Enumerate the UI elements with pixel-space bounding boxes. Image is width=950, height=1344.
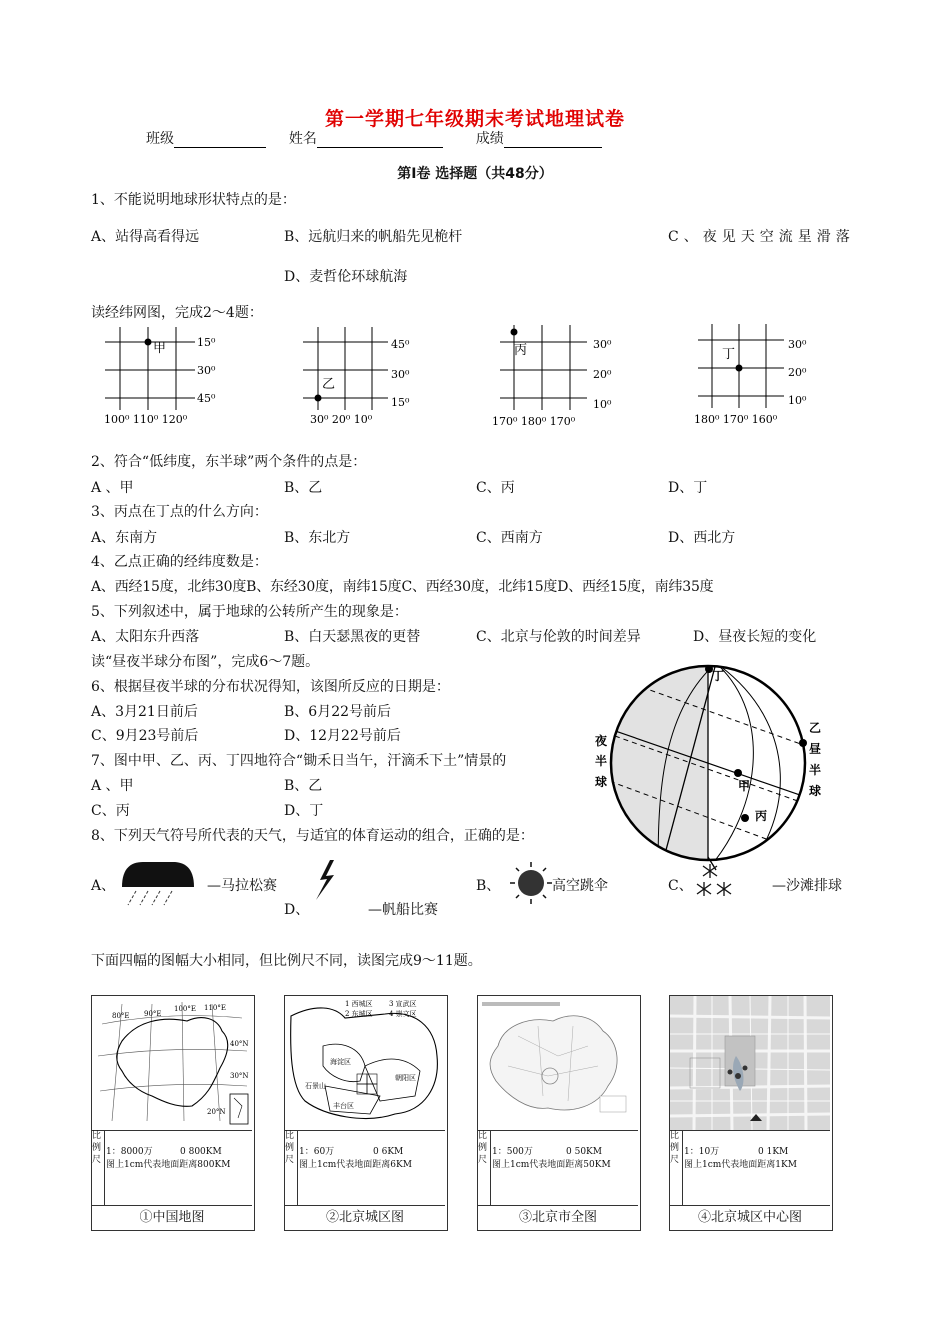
scale-label: 比 (285, 1131, 295, 1141)
q7-option-b[interactable]: B、乙 (284, 778, 323, 794)
q8-stem: 8、下列天气符号所代表的天气，与适宜的体育运动的组合，正确的是： (91, 828, 534, 844)
page-title: 第一学期七年级期末考试地理试卷 (324, 108, 625, 130)
district-legend: 3 宣武区 (389, 1000, 417, 1008)
china-map-tick: 90°E (144, 1010, 162, 1018)
lat-label: 10⁰ (788, 394, 807, 407)
scale-label: 比 (478, 1131, 488, 1141)
snow-icon (694, 860, 738, 900)
scale-text: 图上1cm代表地面距离50KM (492, 1160, 611, 1170)
scale-number: 1：10万 (684, 1147, 720, 1157)
lat-label: 30⁰ (593, 338, 612, 351)
point-yi (315, 395, 322, 402)
district-label: 海淀区 (330, 1058, 351, 1066)
q2-option-a[interactable]: A 、甲 (91, 480, 134, 496)
map-caption: ③北京市全图 (478, 1205, 638, 1230)
q8-b-prefix[interactable]: B、 (476, 878, 501, 894)
class-label: 班级 (146, 131, 174, 147)
q1-stem: 1、不能说明地球形状特点的是： (91, 192, 296, 208)
q7-option-c[interactable]: C、丙 (91, 803, 130, 819)
scale-label: 比 (92, 1131, 102, 1141)
map-caption: ②北京城区图 (285, 1205, 445, 1230)
point-bing (741, 814, 749, 822)
map-panel-china (91, 995, 255, 1231)
q2-stem: 2、符合“低纬度，东半球”两个条件的点是： (91, 454, 367, 470)
q2-option-d[interactable]: D、丁 (668, 480, 708, 496)
lat-label: 20⁰ (788, 366, 807, 379)
china-map-tick: 110°E (204, 1004, 226, 1012)
lon-labels: 100⁰ 110⁰ 120⁰ (104, 413, 188, 426)
night-label: 夜 (595, 734, 608, 748)
q3-option-d[interactable]: D、西北方 (668, 530, 736, 546)
scale-bar: 0 6KM (373, 1147, 404, 1157)
q3-option-b[interactable]: B、东北方 (284, 530, 351, 546)
scale-label: 尺 (478, 1155, 488, 1165)
china-map-tick: 20°N (207, 1108, 226, 1116)
scale-bar: 0 800KM (180, 1147, 222, 1157)
q6-option-d[interactable]: D、12月22号前后 (284, 728, 401, 744)
point-jia (734, 769, 742, 777)
lat-lon-grid-2 (300, 322, 440, 432)
yi-label: 乙 (809, 721, 822, 735)
scale-label: 例 (285, 1143, 295, 1153)
sunny-icon (505, 860, 555, 906)
q5-option-a[interactable]: A、太阳东升西落 (91, 629, 200, 645)
q8-a-text[interactable]: —马拉松赛 (207, 878, 277, 894)
china-map-tick: 100°E (174, 1005, 196, 1013)
map-panel-beijing-full (477, 995, 641, 1231)
q5-option-d[interactable]: D、昼夜长短的变化 (693, 629, 817, 645)
night-label: 半 (595, 754, 608, 768)
scale-label: 尺 (670, 1155, 680, 1165)
district-legend: 4 崇文区 (389, 1010, 417, 1018)
q3-stem: 3、丙点在丁点的什么方向： (91, 504, 268, 520)
china-map (92, 996, 254, 1130)
section-title: 第Ⅰ卷 选择题（共48分） (397, 166, 553, 182)
q8-c-text[interactable]: —沙滩排球 (772, 878, 842, 894)
scale-label: 尺 (92, 1155, 102, 1165)
q3-option-a[interactable]: A、东南方 (91, 530, 158, 546)
q6-stem: 6、根据昼夜半球的分布状况得知，该图所反应的日期是： (91, 679, 450, 695)
ding-label: 丁 (712, 669, 725, 683)
q5-stem: 5、下列叙述中，属于地球的公转所产生的现象是： (91, 604, 408, 620)
q8-d-prefix[interactable]: D、 (284, 902, 310, 918)
district-legend: 1 西城区 (345, 1000, 373, 1008)
map-panel-beijing-districts (284, 995, 448, 1231)
point-ding-label: 丁 (722, 347, 736, 362)
lat-label: 15⁰ (197, 336, 216, 349)
scale-text: 图上1cm代表地面距离800KM (106, 1160, 231, 1170)
scale-number: 1：500万 (492, 1147, 533, 1157)
day-label: 昼 (809, 742, 822, 756)
q4-stem: 4、乙点正确的经纬度数是： (91, 554, 268, 570)
score-label: 成绩 (475, 131, 504, 147)
lat-label: 45⁰ (391, 338, 410, 351)
lat-label: 30⁰ (391, 368, 410, 381)
china-map-tick: 80°E (112, 1012, 130, 1020)
q2-option-c[interactable]: C、丙 (476, 480, 515, 496)
q6-option-c[interactable]: C、9月23号前后 (91, 728, 199, 744)
china-map-tick: 30°N (230, 1072, 249, 1080)
lat-lon-grid-3 (492, 322, 632, 432)
lat-label: 30⁰ (197, 364, 216, 377)
q5-option-c[interactable]: C、北京与伦敦的时间差异 (476, 629, 641, 645)
jia-label: 甲 (738, 779, 751, 793)
scale-bar: 0 50KM (566, 1147, 602, 1157)
class-field[interactable] (174, 133, 266, 148)
china-map-tick: 40°N (230, 1040, 249, 1048)
beijing-center-map (670, 996, 832, 1130)
rain-cloud-icon (118, 857, 198, 907)
scale-text: 图上1cm代表地面距离6KM (299, 1160, 412, 1170)
q1-option-b[interactable]: B、远航归来的帆船先见桅杆 (284, 229, 463, 245)
q4-options[interactable]: A、西经15度，北纬30度B、东经30度，南纬15度C、西经30度，北纬15度D、西经15度，南纬35度 (91, 579, 714, 595)
q3-option-c[interactable]: C、西南方 (476, 530, 543, 546)
district-label: 石景山 (305, 1082, 326, 1090)
map-caption: ④北京城区中心图 (670, 1205, 830, 1230)
q2-option-b[interactable]: B、乙 (284, 480, 323, 496)
day-label: 半 (809, 763, 822, 777)
q5-option-b[interactable]: B、白天瑟黑夜的更替 (284, 629, 421, 645)
scale-number: 1：8000万 (106, 1147, 153, 1157)
bing-label: 丙 (755, 809, 768, 823)
q6-option-a[interactable]: A、3月21日前后 (91, 704, 198, 720)
q7-stem: 7、图中甲、乙、丙、丁四地符合“锄禾日当午，汗滴禾下土”情景的 (91, 753, 507, 769)
scale-number: 1：60万 (299, 1147, 335, 1157)
point-bing-label: 丙 (514, 343, 528, 358)
scale-label: 例 (670, 1143, 680, 1153)
map-caption: ①中国地图 (92, 1205, 252, 1230)
point-yi (799, 739, 807, 747)
q8-b-text[interactable]: 高空跳伞 (552, 878, 608, 894)
point-jia-label: 甲 (153, 341, 167, 356)
night-hemisphere (611, 666, 708, 860)
district-legend: 2 东城区 (345, 1010, 373, 1018)
name-label: 姓名 (288, 131, 317, 147)
point-jia (145, 339, 152, 346)
grid-intro: 读经纬网图，完成2～4题： (91, 305, 263, 321)
lightning-icon (312, 858, 338, 902)
q1-option-a[interactable]: A、站得高看得远 (91, 229, 200, 245)
maps-intro: 下面四幅的图幅大小相同，但比例尺不同，读图完成9～11题。 (91, 953, 482, 969)
scale-label: 例 (92, 1143, 102, 1153)
point-ding (736, 365, 743, 372)
lat-label: 15⁰ (391, 396, 410, 409)
lat-lon-grid-4 (694, 320, 834, 430)
lat-label: 10⁰ (593, 398, 612, 411)
district-label: 朝阳区 (395, 1074, 416, 1082)
name-field[interactable] (317, 133, 443, 148)
night-label: 球 (595, 775, 608, 789)
day-night-globe (588, 655, 828, 890)
q6-option-b[interactable]: B、6月22号前后 (284, 704, 392, 720)
q7-option-d[interactable]: D、丁 (284, 803, 324, 819)
q1-option-c[interactable]: C、夜见天空流星滑落 (668, 229, 855, 245)
scale-bar: 0 1KM (758, 1147, 789, 1157)
q8-d-text[interactable]: —帆船比赛 (368, 902, 438, 918)
lat-label: 45⁰ (197, 392, 216, 405)
lat-label: 20⁰ (593, 368, 612, 381)
student-info (146, 128, 602, 148)
beijing-district-map (285, 996, 447, 1130)
score-field[interactable] (504, 133, 602, 148)
daynight-intro: 读“昼夜半球分布图”，完成6～7题。 (91, 654, 320, 670)
lon-labels: 30⁰ 20⁰ 10⁰ (310, 413, 373, 426)
beijing-full-map (478, 996, 640, 1130)
scale-label: 例 (478, 1143, 488, 1153)
lat-lon-grid-1 (100, 322, 260, 432)
lat-label: 30⁰ (788, 338, 807, 351)
q8-a-prefix[interactable]: A、 (91, 878, 116, 894)
scale-text: 图上1cm代表地面距离1KM (684, 1160, 797, 1170)
scale-label: 比 (670, 1131, 680, 1141)
point-bing (511, 329, 518, 336)
scale-label: 尺 (285, 1155, 295, 1165)
point-yi-label: 乙 (322, 377, 336, 392)
lon-labels: 170⁰ 180⁰ 170⁰ (492, 415, 576, 428)
map-panel-beijing-center (669, 995, 833, 1231)
q7-option-a[interactable]: A 、甲 (91, 778, 134, 794)
lon-labels: 180⁰ 170⁰ 160⁰ (694, 413, 778, 426)
q1-option-d[interactable]: D、麦哲伦环球航海 (284, 269, 408, 285)
district-label: 丰台区 (333, 1102, 354, 1110)
q8-c-prefix[interactable]: C、 (668, 878, 693, 894)
day-label: 球 (809, 784, 822, 798)
